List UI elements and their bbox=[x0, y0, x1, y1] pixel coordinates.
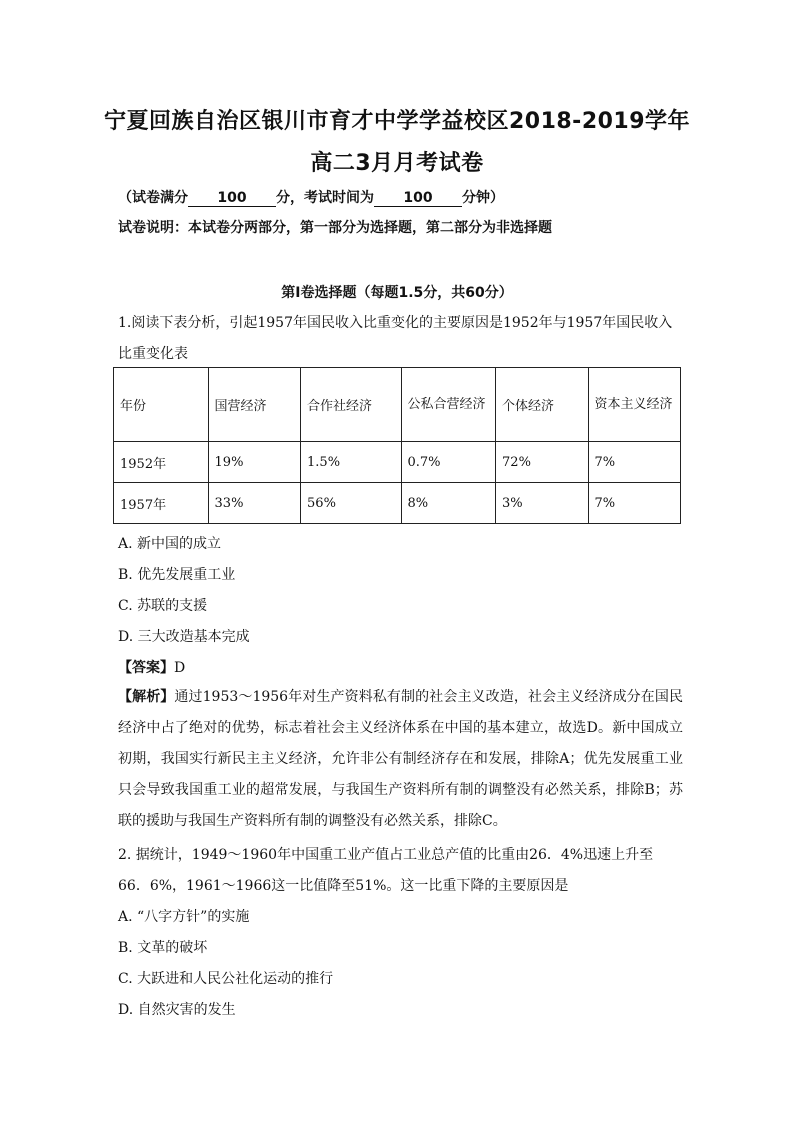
table-cell: 7% bbox=[588, 483, 680, 524]
q2-option-c: C. 大跃进和人民公社化运动的推行 bbox=[118, 971, 334, 987]
analysis-label: 【解析】 bbox=[118, 689, 175, 705]
score-value: 100 bbox=[188, 191, 276, 207]
exam-meta bbox=[118, 187, 504, 207]
q2-option-d: D. 自然灾害的发生 bbox=[118, 1002, 236, 1018]
q1-analysis bbox=[118, 682, 683, 837]
income-ratio-table bbox=[113, 367, 681, 524]
table-row bbox=[114, 483, 681, 524]
score-unit: 分，考试时间为 bbox=[276, 190, 374, 206]
table-header-cell: 国营经济 bbox=[208, 368, 301, 442]
exam-instructions: 试卷说明：本试卷分两部分，第一部分为选择题，第二部分为非选择题 bbox=[118, 220, 552, 236]
q1-option-b: B. 优先发展重工业 bbox=[118, 567, 236, 583]
table-cell: 7% bbox=[588, 442, 680, 483]
table-cell: 1957年 bbox=[114, 483, 209, 524]
q2-stem-line1: 2. 据统计，1949～1960年中国重工业产值占工业总产值的比重由26．4%迅速上升至 bbox=[118, 847, 654, 863]
table-cell: 8% bbox=[401, 483, 496, 524]
q1-option-a: A. 新中国的成立 bbox=[118, 536, 222, 552]
table-header-cell: 个体经济 bbox=[496, 368, 589, 442]
time-unit: 分钟） bbox=[462, 190, 504, 206]
exam-title-line1: 宁夏回族自治区银川市育才中学学益校区2018-2019学年 bbox=[103, 109, 691, 134]
table-cell: 56% bbox=[301, 483, 401, 524]
section-title: 第Ⅰ卷选择题（每题1.5分，共60分） bbox=[281, 285, 513, 301]
q2-option-b: B. 文革的破坏 bbox=[118, 940, 208, 956]
q1-stem-line1: 1.阅读下表分析，引起1957年国民收入比重变化的主要原因是1952年与1957年国民收入 bbox=[118, 315, 673, 331]
q2-option-a: A. “八字方针”的实施 bbox=[118, 909, 250, 925]
table-header-cell: 公私合营经济 bbox=[401, 368, 496, 442]
q1-answer bbox=[118, 657, 185, 677]
table-header-cell: 年份 bbox=[114, 368, 209, 442]
answer-label: 【答案】 bbox=[118, 660, 174, 676]
table-row bbox=[114, 442, 681, 483]
q2-stem-line2: 66．6%，1961～1966这一比值降至51%。这一比重下降的主要原因是 bbox=[118, 878, 569, 894]
q1-stem-line2: 比重变化表 bbox=[118, 346, 188, 362]
table-cell: 72% bbox=[496, 442, 589, 483]
q1-option-d: D. 三大改造基本完成 bbox=[118, 629, 250, 645]
q1-option-c: C. 苏联的支援 bbox=[118, 598, 208, 614]
table-header-cell: 合作社经济 bbox=[301, 368, 401, 442]
table-header-cell: 资本主义经济 bbox=[588, 368, 680, 442]
analysis-text: 通过1953～1956年对生产资料私有制的社会主义改造，社会主义经济成分在国民经济中占了绝对的优势，标志着社会主义经济体系在中国的基本建立，故选D。新中国成立初期，我国实行新民主主义经济，允许非公有制经济存在和发展，排除A；优先发展重工业只会导致我国重工业的超常发展，与我国生产资料所有制的调整没有必然关系，排除B；苏联的援助与我国生产资料所有制的调整没有必然关系，排除C。 bbox=[118, 689, 683, 829]
table-cell: 19% bbox=[208, 442, 301, 483]
table-cell: 0.7% bbox=[401, 442, 496, 483]
table-header-row bbox=[114, 368, 681, 442]
table-cell: 1952年 bbox=[114, 442, 209, 483]
table-cell: 33% bbox=[208, 483, 301, 524]
table-cell: 1.5% bbox=[301, 442, 401, 483]
exam-title-line2: 高二3月月考试卷 bbox=[310, 151, 484, 176]
table-cell: 3% bbox=[496, 483, 589, 524]
answer-value: D bbox=[174, 660, 186, 676]
score-prefix: （试卷满分 bbox=[118, 190, 188, 206]
time-value: 100 bbox=[374, 191, 462, 207]
